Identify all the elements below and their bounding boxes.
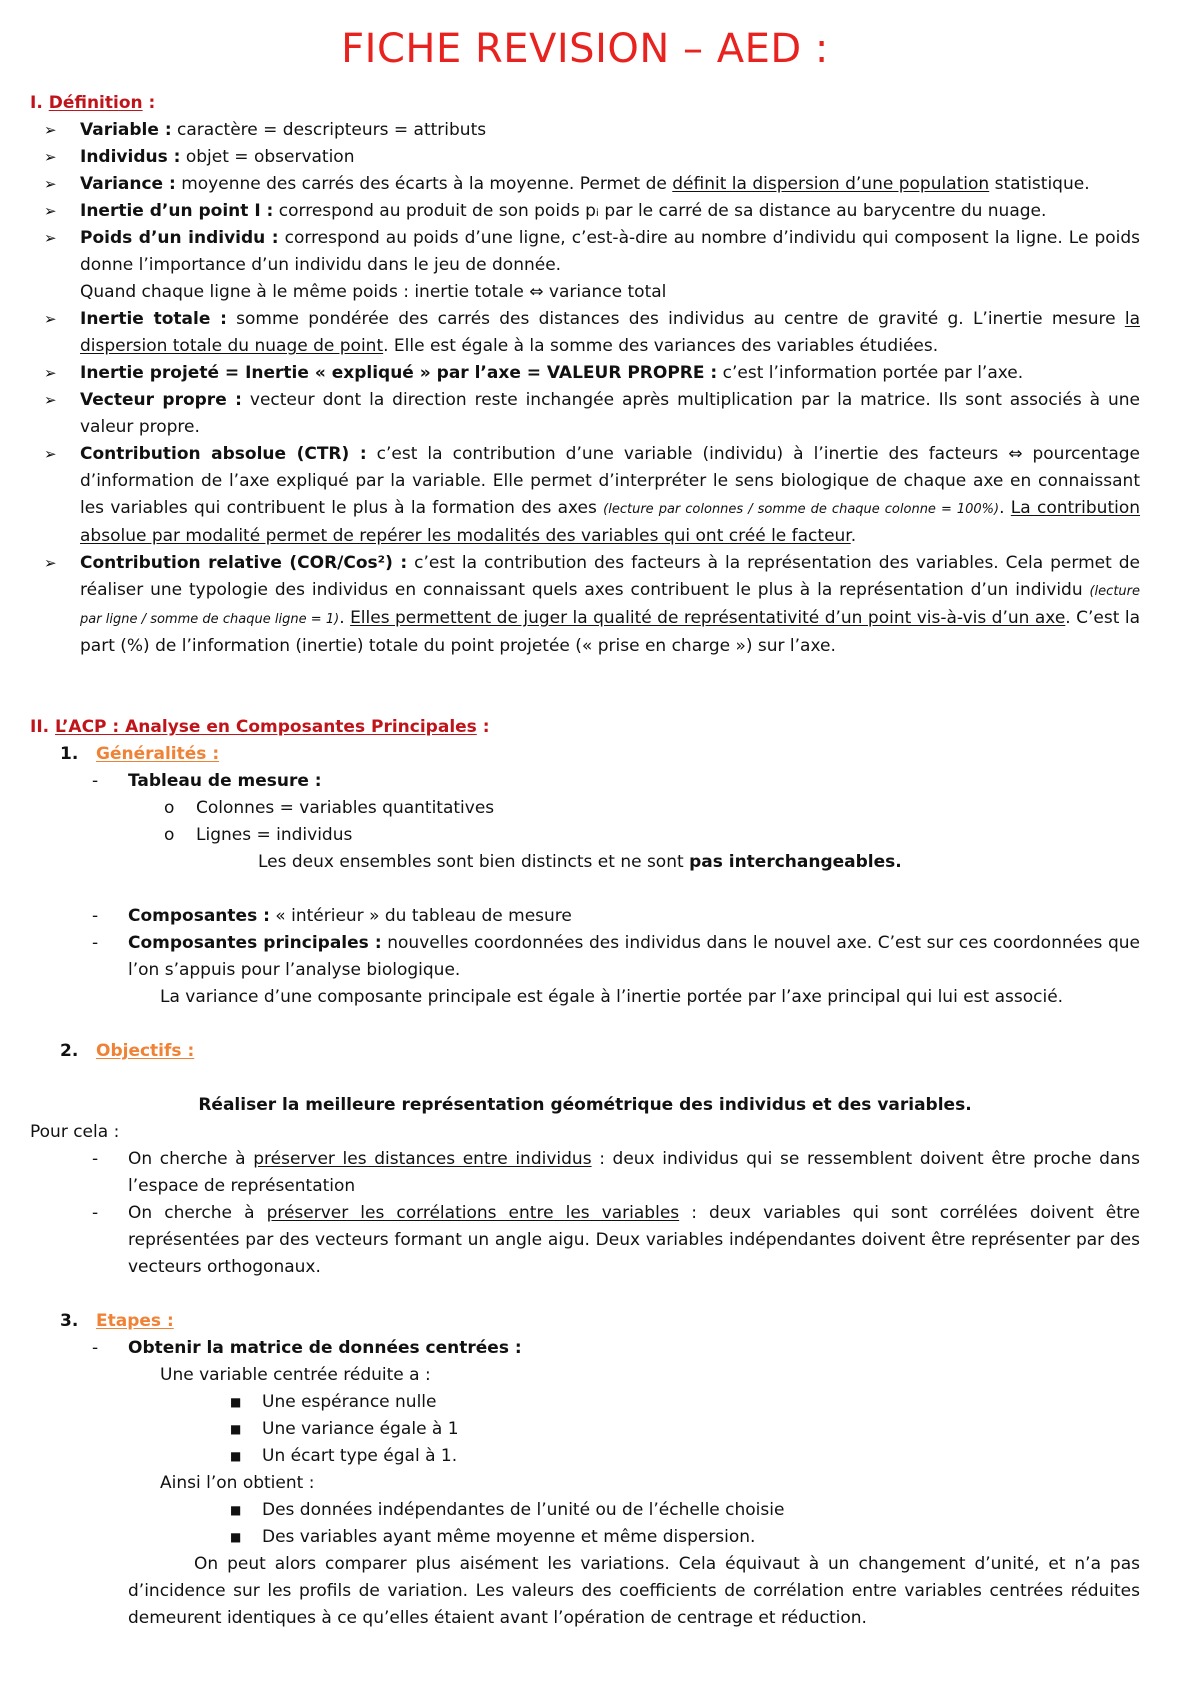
arrow-bullet-icon: ➢	[44, 229, 57, 247]
objectif-correlations: - On cherche à préserver les corrélations entre les variables : deux variables qui sont corrélées doivent être représentées par des vecteurs formant un angle aigu. Deux variables indépendantes doivent être représenter par des vecteurs orthogonaux.	[30, 1200, 1140, 1281]
dash-bullet-icon: -	[92, 1149, 99, 1169]
definition-poids-individu: ➢ Poids d’un individu : correspond au poids d’une ligne, c’est-à-dire au nombre d’individu qui composent la ligne. Le poids donne l’importance d’un individu dans le jeu de donnée. Quand chaque ligne à le même poids : inertie totale ⇔ variance total	[30, 225, 1140, 306]
composantes: - Composantes : « intérieur » du tableau de mesure	[30, 903, 1140, 930]
arrow-bullet-icon: ➢	[44, 148, 57, 166]
definition-valeur-propre: ➢ Inertie projeté = Inertie « expliqué » par l’axe = VALEUR PROPRE : c’est l’information portée par l’axe.	[30, 360, 1140, 387]
section-1-heading: I. Définition :	[30, 93, 156, 113]
arrow-bullet-icon: ➢	[44, 202, 57, 220]
centree-reduite-intro: Une variable centrée réduite a :	[160, 1365, 431, 1385]
list-item: o Colonnes = variables quantitatives	[30, 795, 1140, 822]
square-bullet-icon: ■	[230, 1422, 242, 1436]
arrow-bullet-icon: ➢	[44, 310, 57, 328]
square-bullet-icon: ■	[230, 1395, 242, 1409]
list-item: ■ Des données indépendantes de l’unité ou de l’échelle choisie	[30, 1497, 1140, 1524]
square-bullet-icon: ■	[230, 1530, 242, 1544]
dash-bullet-icon: -	[92, 1203, 99, 1223]
definition-inertie-point: ➢ Inertie d’un point I : correspond au produit de son poids pᵢ par le carré de sa distance au barycentre du nuage.	[30, 198, 1140, 225]
page-title: FICHE REVISION – AED :	[341, 26, 829, 72]
circle-bullet-icon: o	[164, 798, 175, 818]
definition-individus: ➢ Individus : objet = observation	[30, 144, 1140, 171]
etapes-paragraph: On peut alors comparer plus aisément les variations. Cela équivaut à un changement d’unité, et n’a pas d’incidence sur les profils de variation. Les valeurs des coefficients de corrélation entre variables centrées réduites demeurent identiques à ce qu’elles étaient avant l’opération de centrage et réduction.	[128, 1554, 1140, 1628]
dash-bullet-icon: -	[92, 1338, 99, 1358]
dash-bullet-icon: -	[92, 933, 99, 953]
list-item: ■ Un écart type égal à 1.	[30, 1443, 1140, 1470]
arrow-bullet-icon: ➢	[44, 364, 57, 382]
subsection-etapes: 3. Etapes :	[60, 1311, 174, 1331]
arrow-bullet-icon: ➢	[44, 391, 57, 409]
ainsi-intro: Ainsi l’on obtient :	[160, 1473, 315, 1493]
arrow-bullet-icon: ➢	[44, 175, 57, 193]
definition-contribution-absolue: ➢ Contribution absolue (CTR) : c’est la contribution d’une variable (individu) à l’inertie des facteurs ⇔ pourcentage d’information de l’axe expliqué par la variable. Elle permet d’interpréter le sens biologique de chaque axe en connaissant les variables qui contribuent le plus à la formation des axes (lecture par colonnes / somme de chaque colonne = 100%). La contribution absolue par modalité permet de repérer les modalités des variables qui ont créé le facteur.	[30, 441, 1140, 550]
definition-inertie-totale: ➢ Inertie totale : somme pondérée des carrés des distances des individus au centre de gravité g. L’inertie mesure la dispersion totale du nuage de point. Elle est égale à la somme des variances des variables étudiées.	[30, 306, 1140, 360]
arrow-bullet-icon: ➢	[44, 121, 57, 139]
circle-bullet-icon: o	[164, 825, 175, 845]
definition-variance: ➢ Variance : moyenne des carrés des écarts à la moyenne. Permet de définit la dispersion d’une population statistique.	[30, 171, 1140, 198]
composantes-principales-note: La variance d’une composante principale est égale à l’inertie portée par l’axe principal qui lui est associé.	[160, 987, 1064, 1007]
subsection-generalites: 1. Généralités :	[60, 744, 220, 764]
definition-vecteur-propre: ➢ Vecteur propre : vecteur dont la direction reste inchangée après multiplication par la matrice. Ils sont associés à une valeur propre.	[30, 387, 1140, 441]
square-bullet-icon: ■	[230, 1503, 242, 1517]
list-item: ■ Une espérance nulle	[30, 1389, 1140, 1416]
subsection-objectifs: 2. Objectifs :	[60, 1041, 195, 1061]
list-item: o Lignes = individus	[30, 822, 1140, 849]
definition-variable: ➢ Variable : caractère = descripteurs = attributs	[30, 117, 1140, 144]
square-bullet-icon: ■	[230, 1449, 242, 1463]
etape-matrice-centree: - Obtenir la matrice de données centrées :	[30, 1335, 1140, 1362]
objectif-distances: - On cherche à préserver les distances entre individus : deux individus qui se ressemblent doivent être proche dans l’espace de représentation	[30, 1146, 1140, 1200]
dash-bullet-icon: -	[92, 906, 99, 926]
definition-contribution-relative: ➢ Contribution relative (COR/Cos²) : c’est la contribution des facteurs à la représentation des variables. Cela permet de réaliser une typologie des individus en connaissant quels axes contribuent le plus à la représentation d’un individu (lecture par ligne / somme de chaque ligne = 1). Elles permettent de juger la qualité de représentativité d’un point vis-à-vis d’un axe. C’est la part (%) de l’information (inertie) totale du point projetée (« prise en charge ») sur l’axe.	[30, 550, 1140, 660]
section-2-heading: II. L’ACP : Analyse en Composantes Principales :	[30, 717, 490, 737]
arrow-bullet-icon: ➢	[44, 554, 57, 572]
composantes-principales: - Composantes principales : nouvelles coordonnées des individus dans le nouvel axe. C’est sur ces coordonnées que l’on s’appuis pour l’analyse biologique.	[30, 930, 1140, 984]
arrow-bullet-icon: ➢	[44, 445, 57, 463]
list-item: ■ Des variables ayant même moyenne et même dispersion.	[30, 1524, 1140, 1551]
list-item: ■ Une variance égale à 1	[30, 1416, 1140, 1443]
tableau-de-mesure: - Tableau de mesure :	[30, 768, 1140, 795]
dash-bullet-icon: -	[92, 771, 99, 791]
tableau-note: Les deux ensembles sont bien distincts et ne sont pas interchangeables.	[258, 852, 902, 872]
poids-note: Quand chaque ligne à le même poids : inertie totale ⇔ variance total	[80, 282, 667, 302]
pour-cela-label: Pour cela :	[30, 1122, 120, 1142]
objectif-principal: Réaliser la meilleure représentation géométrique des individus et des variables.	[198, 1095, 972, 1115]
